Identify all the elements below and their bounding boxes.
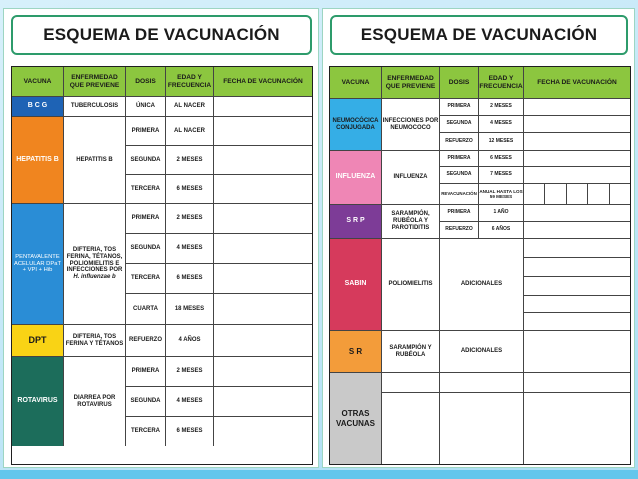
disease-pentavalente-italic: H. influenzae b [73, 274, 116, 281]
date-field[interactable] [214, 175, 312, 204]
vaccine-dpt: DPT [12, 325, 64, 357]
disease-sr: SARAMPIÓN Y RUBÉOLA [382, 331, 440, 373]
age-cell: 1 AÑO [479, 205, 524, 222]
date-field[interactable] [524, 167, 630, 184]
age-cell: 6 MESES [166, 175, 214, 204]
dose-cell: TERCERA [126, 264, 166, 294]
date-field[interactable] [524, 133, 630, 151]
date-field[interactable] [524, 184, 545, 204]
age-cell: 2 MESES [166, 357, 214, 387]
dose-cell: TERCERA [126, 175, 166, 204]
age-cell: 6 MESES [479, 151, 524, 167]
vaccine-hepatitis: HEPATITIS B [12, 117, 64, 204]
header-vacuna: VACUNA [12, 67, 64, 97]
date-field[interactable] [567, 184, 588, 204]
dose-cell: TERCERA [126, 417, 166, 446]
right-table [329, 66, 631, 465]
disease-hepatitis: HEPATITIS B [64, 117, 126, 204]
bottom-stripe [0, 470, 638, 479]
age-cell: AL NACER [166, 117, 214, 146]
dose-cell: PRIMERA [440, 99, 479, 116]
date-field[interactable] [524, 205, 630, 222]
age-cell: ANUAL HASTA LOS 59 MESES [479, 184, 524, 205]
dose-sr: ADICIONALES [440, 331, 524, 373]
date-field[interactable] [524, 116, 630, 133]
dose-cell: SEGUNDA [440, 167, 479, 184]
dose-cell: SEGUNDA [126, 146, 166, 175]
header-fecha: FECHA DE VACUNACIÓN [214, 67, 312, 97]
date-field[interactable] [214, 417, 312, 446]
disease-influenza: INFLUENZA [382, 151, 440, 205]
dose-cell: PRIMERA [126, 357, 166, 387]
disease-sabin: POLIOMIELITIS [382, 239, 440, 331]
vaccine-sr: S R [330, 331, 382, 373]
date-field[interactable] [524, 373, 630, 393]
vaccine-otras: OTRAS VACUNAS [330, 373, 382, 464]
date-field[interactable] [524, 151, 630, 167]
vaccine-neumococica: NEUMOCÓCICA CONJUGADA [330, 99, 382, 151]
disease-neumococica: INFECCIONES POR NEUMOCOCO [382, 99, 440, 151]
date-field[interactable] [214, 387, 312, 417]
age-cell: 6 MESES [166, 417, 214, 446]
disease-srp: SARAMPIÓN, RUBÉOLA Y PAROTIDITIS [382, 205, 440, 239]
vaccine-sabin: SABIN [330, 239, 382, 331]
dose-cell: REFUERZO [440, 133, 479, 151]
age-cell: 12 MESES [479, 133, 524, 151]
age-cell: 4 MESES [479, 116, 524, 133]
disease-dpt: DIFTERIA, TOS FERINA Y TÉTANOS [64, 325, 126, 357]
dose-bcg: ÚNICA [126, 97, 166, 117]
date-field[interactable] [214, 204, 312, 234]
header-dosis: DOSIS [126, 67, 166, 97]
age-cell: 6 AÑOS [479, 222, 524, 239]
header-edad: EDAD Y FRECUENCIA [479, 67, 524, 99]
header-edad: EDAD Y FRECUENCIA [166, 67, 214, 97]
disease-pentavalente-text: DIFTERIA, TOS FERINA, TÉTANOS, POLIOMIELITIS E INFECCIONES POR [66, 246, 123, 274]
date-field[interactable] [524, 222, 630, 239]
left-table [11, 66, 313, 465]
left-card [3, 8, 319, 468]
date-field[interactable] [214, 146, 312, 175]
age-dpt: 4 AÑOS [166, 325, 214, 357]
other-dose-field[interactable] [440, 373, 524, 393]
other-disease-field[interactable] [382, 373, 440, 393]
dose-cell: SEGUNDA [126, 234, 166, 264]
date-field[interactable] [214, 117, 312, 146]
header-enfermedad: ENFERMEDAD QUE PREVIENE [64, 67, 126, 97]
date-field[interactable] [524, 393, 630, 464]
vaccine-srp: S R P [330, 205, 382, 239]
age-cell: 2 MESES [479, 99, 524, 116]
vaccine-pentavalente: PENTAVALENTE ACELULAR DPaT + VPI + Hib [12, 204, 64, 325]
date-field[interactable] [524, 277, 630, 295]
disease-rotavirus: DIARREA POR ROTAVIRUS [64, 357, 126, 446]
dose-cell: REVACUNACIÓN [440, 184, 479, 205]
dose-cell: PRIMERA [126, 204, 166, 234]
header-enfermedad: ENFERMEDAD QUE PREVIENE [382, 67, 440, 99]
header-vacuna: VACUNA [330, 67, 382, 99]
date-field[interactable] [214, 234, 312, 264]
vaccine-influenza: INFLUENZA [330, 151, 382, 205]
disease-bcg: TUBERCULOSIS [64, 97, 126, 117]
date-field[interactable] [524, 296, 630, 313]
sabin-date-fields [524, 239, 630, 296]
disease-pentavalente [64, 204, 126, 325]
age-cell: 2 MESES [166, 146, 214, 175]
date-field[interactable] [588, 184, 609, 204]
dose-sabin: ADICIONALES [440, 239, 524, 331]
dose-dpt: REFUERZO [126, 325, 166, 357]
date-field[interactable] [545, 184, 566, 204]
date-field[interactable] [214, 97, 312, 117]
age-cell: 18 MESES [166, 294, 214, 325]
age-cell: 4 MESES [166, 234, 214, 264]
dose-cell: PRIMERA [126, 117, 166, 146]
dose-cell: SEGUNDA [126, 387, 166, 417]
date-field[interactable] [524, 239, 630, 258]
header-dosis: DOSIS [440, 67, 479, 99]
age-cell: 7 MESES [479, 167, 524, 184]
age-cell: 2 MESES [166, 204, 214, 234]
age-bcg: AL NACER [166, 97, 214, 117]
age-cell: 4 MESES [166, 387, 214, 417]
date-field[interactable] [214, 325, 312, 357]
date-field[interactable] [524, 313, 630, 331]
header-fecha: FECHA DE VACUNACIÓN [524, 67, 630, 99]
dose-cell: CUARTA [126, 294, 166, 325]
vaccine-bcg: B C G [12, 97, 64, 117]
dose-cell: SEGUNDA [440, 116, 479, 133]
date-field[interactable] [524, 99, 630, 116]
right-card [322, 8, 635, 468]
dose-cell: PRIMERA [440, 151, 479, 167]
date-field[interactable] [524, 331, 630, 373]
date-field[interactable] [214, 357, 312, 387]
date-field[interactable] [524, 258, 630, 277]
age-cell: 6 MESES [166, 264, 214, 294]
dose-cell: PRIMERA [440, 205, 479, 222]
annual-date-fields [524, 184, 630, 205]
date-field[interactable] [610, 184, 630, 204]
date-field[interactable] [214, 294, 312, 325]
vaccine-rotavirus: ROTAVIRUS [12, 357, 64, 446]
dose-cell: REFUERZO [440, 222, 479, 239]
right-title: ESQUEMA DE VACUNACIÓN [330, 15, 628, 55]
date-field[interactable] [214, 264, 312, 294]
other-dose-field[interactable] [440, 393, 524, 464]
other-disease-field[interactable] [382, 393, 440, 464]
left-title: ESQUEMA DE VACUNACIÓN [11, 15, 312, 55]
